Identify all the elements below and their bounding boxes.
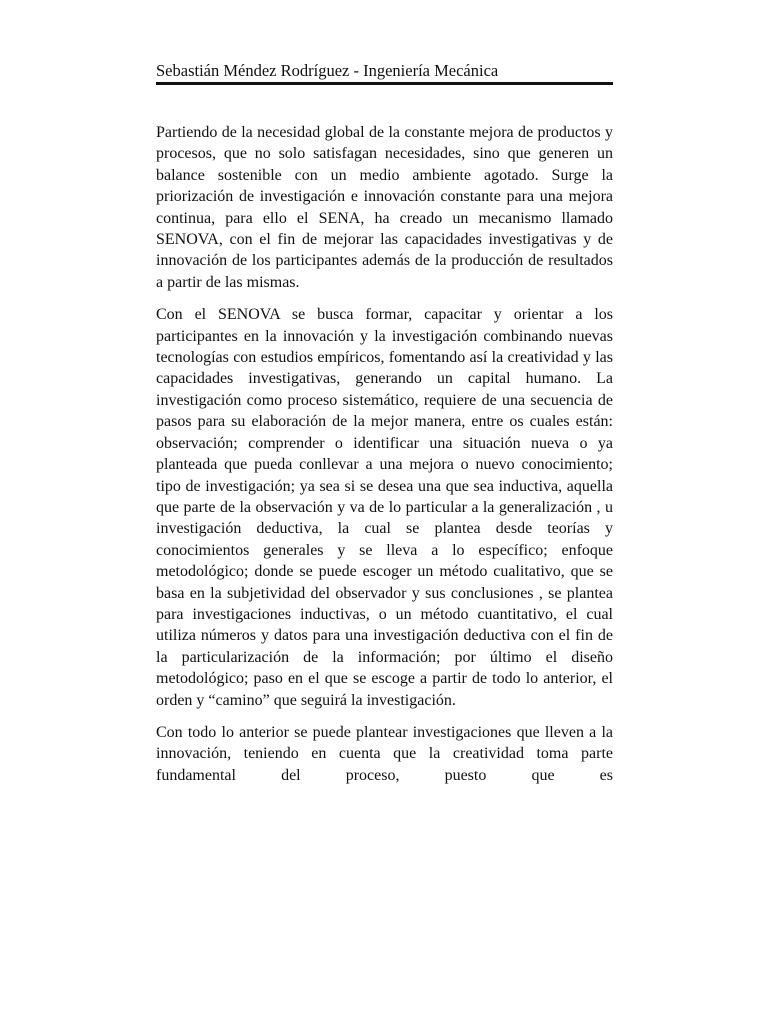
paragraph: Con el SENOVA se busca formar, capacitar y orientar a los participantes en la innovación y la investigación combinando nuevas tecnologías con estudios empíricos, fomentando así la creatividad y las capacidades investigativas, generando un capital humano. La investigación como proceso sistemático, requiere de una secuencia de pasos para su elaboración de la mejor manera, entre os cuales están: observación; comprender o identificar una situación nueva o ya planteada que pueda conllevar a una mejora o nuevo conocimiento; tipo de investigación; ya sea si se desea una que sea inductiva, aquella que parte de la observación y va de lo particular a la generalización , u investigación deductiva, la cual se plantea desde teorías y conocimientos generales y se lleva a lo específico; enfoque metodológico; donde se puede escoger un método cualitativo, que se basa en la subjetividad del observador y sus conclusiones , se plantea para investigaciones inductivas, o un método cuantitativo, el cual utiliza números y datos para una investigación deductiva con el fin de la particularización de la información; por último el diseño metodológico; paso en el que se escoge a partir de todo lo anterior, el orden y “camino” que seguirá la investigación.: [156, 306, 613, 709]
body-text: [156, 122, 613, 797]
page-header: Sebastián Méndez Rodríguez - Ingeniería Mecánica: [156, 61, 499, 80]
paragraph: Con todo lo anterior se puede plantear investigaciones que lleven a la innovación, teniendo en cuenta que la creatividad toma parte fundamental del proceso, puesto que es: [156, 723, 613, 784]
paragraph: Partiendo de la necesidad global de la constante mejora de productos y procesos, que no solo satisfagan necesidades, sino que generen un balance sostenible con un medio ambiente agotado. Surge la priorización de investigación e innovación constante para una mejora continua, para ello el SENA, ha creado un mecanismo llamado SENOVA, con el fin de mejorar las capacidades investigativas y de innovación de los participantes además de la producción de resultados a partir de las mismas.: [156, 124, 613, 291]
header-divider: [156, 82, 613, 85]
